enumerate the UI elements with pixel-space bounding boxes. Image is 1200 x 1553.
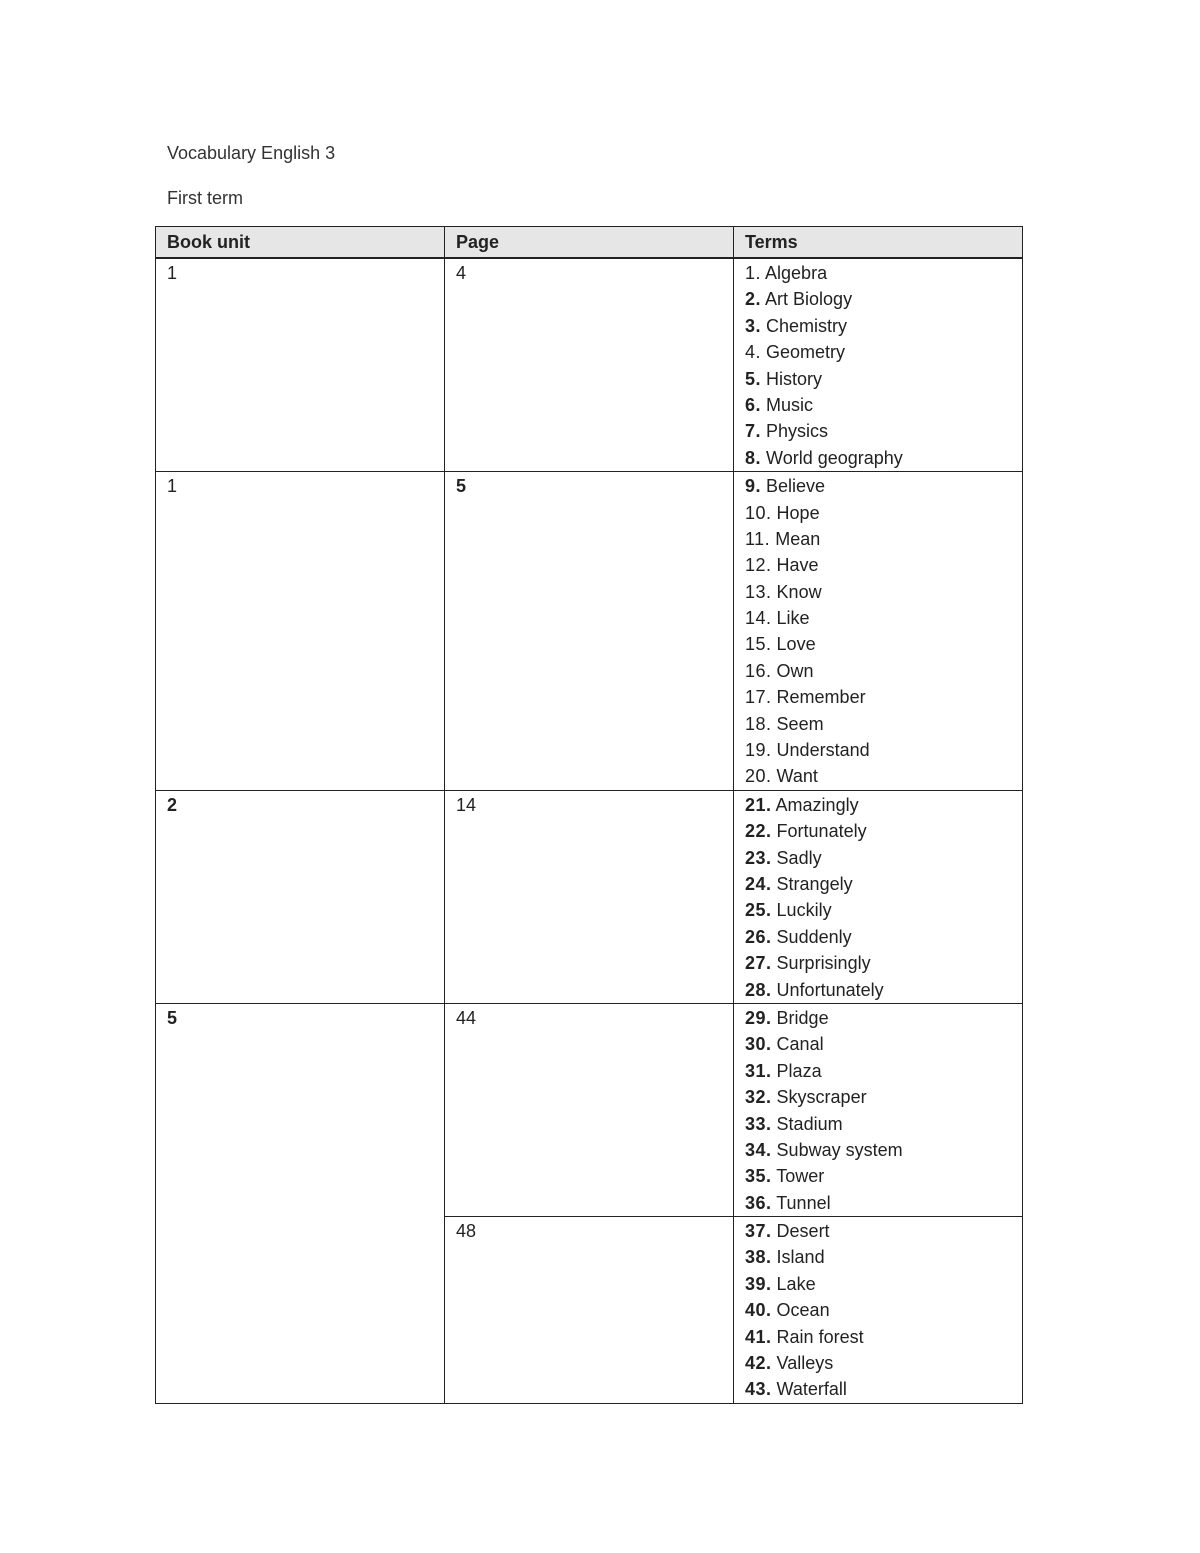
list-item: 37. Desert bbox=[745, 1221, 830, 1242]
list-item: 8. World geography bbox=[745, 447, 903, 468]
list-item: 42. Valleys bbox=[745, 1353, 834, 1374]
list-item: 11. Mean bbox=[745, 528, 821, 549]
list-item: 26. Suddenly bbox=[745, 926, 852, 947]
list-item: 33. Stadium bbox=[745, 1113, 843, 1134]
terms-cell bbox=[734, 258, 1023, 472]
list-item: 41. Rain forest bbox=[745, 1326, 864, 1347]
header-page: Page bbox=[445, 227, 734, 259]
terms-cell bbox=[734, 1003, 1023, 1216]
page-cell: 4 bbox=[445, 258, 734, 472]
list-item: 3. Chemistry bbox=[745, 315, 848, 336]
list-item: 7. Physics bbox=[745, 421, 829, 442]
page-cell: 14 bbox=[445, 790, 734, 1003]
list-item: 2. Art Biology bbox=[745, 289, 853, 310]
list-item: 25. Luckily bbox=[745, 900, 832, 921]
terms-cell bbox=[734, 1217, 1023, 1404]
list-item: 23. Sadly bbox=[745, 847, 822, 868]
terms-list bbox=[745, 1218, 1022, 1403]
header-terms: Terms bbox=[734, 227, 1023, 259]
list-item: 36. Tunnel bbox=[745, 1192, 831, 1213]
list-item: 13. Know bbox=[745, 581, 822, 602]
terms-list bbox=[745, 473, 1022, 790]
list-item: 40. Ocean bbox=[745, 1300, 830, 1321]
list-item: 19. Understand bbox=[745, 740, 870, 761]
table-row bbox=[156, 472, 1023, 791]
list-item: 30. Canal bbox=[745, 1034, 824, 1055]
terms-list bbox=[745, 260, 1022, 471]
list-item: 9. Believe bbox=[745, 476, 826, 497]
list-item: 15. Love bbox=[745, 634, 816, 655]
list-item: 16. Own bbox=[745, 660, 814, 681]
list-item: 12. Have bbox=[745, 555, 819, 576]
page-cell: 48 bbox=[445, 1217, 734, 1404]
list-item: 29. Bridge bbox=[745, 1007, 829, 1028]
list-item: 6. Music bbox=[745, 394, 814, 415]
unit-cell: 1 bbox=[156, 258, 445, 472]
list-item: 1. Algebra bbox=[745, 263, 828, 283]
table-row bbox=[156, 258, 1023, 472]
unit-cell: 5 bbox=[156, 1003, 445, 1403]
list-item: 24. Strangely bbox=[745, 873, 853, 894]
list-item: 43. Waterfall bbox=[745, 1379, 847, 1400]
list-item: 4. Geometry bbox=[745, 342, 846, 363]
table-row bbox=[156, 790, 1023, 1003]
terms-list bbox=[745, 792, 1022, 1003]
list-item: 38. Island bbox=[745, 1247, 825, 1268]
list-item: 10. Hope bbox=[745, 502, 820, 523]
list-item: 21. Amazingly bbox=[745, 794, 859, 815]
list-item: 20. Want bbox=[745, 766, 818, 787]
list-item: 5. History bbox=[745, 368, 823, 389]
list-item: 14. Like bbox=[745, 608, 810, 629]
list-item: 17. Remember bbox=[745, 687, 866, 708]
table-row bbox=[156, 1003, 1023, 1216]
terms-cell bbox=[734, 472, 1023, 791]
vocabulary-table bbox=[155, 226, 1023, 1404]
document-subtitle: First term bbox=[167, 188, 243, 208]
page-cell: 44 bbox=[445, 1003, 734, 1216]
list-item: 34. Subway system bbox=[745, 1139, 903, 1160]
list-item: 39. Lake bbox=[745, 1273, 816, 1294]
list-item: 31. Plaza bbox=[745, 1060, 822, 1081]
unit-cell: 2 bbox=[156, 790, 445, 1003]
list-item: 27. Surprisingly bbox=[745, 953, 871, 974]
terms-list bbox=[745, 1005, 1022, 1216]
list-item: 22. Fortunately bbox=[745, 821, 867, 842]
unit-cell: 1 bbox=[156, 472, 445, 791]
document-title: Vocabulary English 3 bbox=[167, 143, 336, 163]
table-header-row bbox=[156, 227, 1023, 259]
header-book-unit: Book unit bbox=[156, 227, 445, 259]
page-cell: 5 bbox=[445, 472, 734, 791]
list-item: 35. Tower bbox=[745, 1166, 825, 1187]
terms-cell bbox=[734, 790, 1023, 1003]
list-item: 18. Seem bbox=[745, 713, 824, 734]
list-item: 28. Unfortunately bbox=[745, 979, 884, 1000]
list-item: 32. Skyscraper bbox=[745, 1087, 867, 1108]
